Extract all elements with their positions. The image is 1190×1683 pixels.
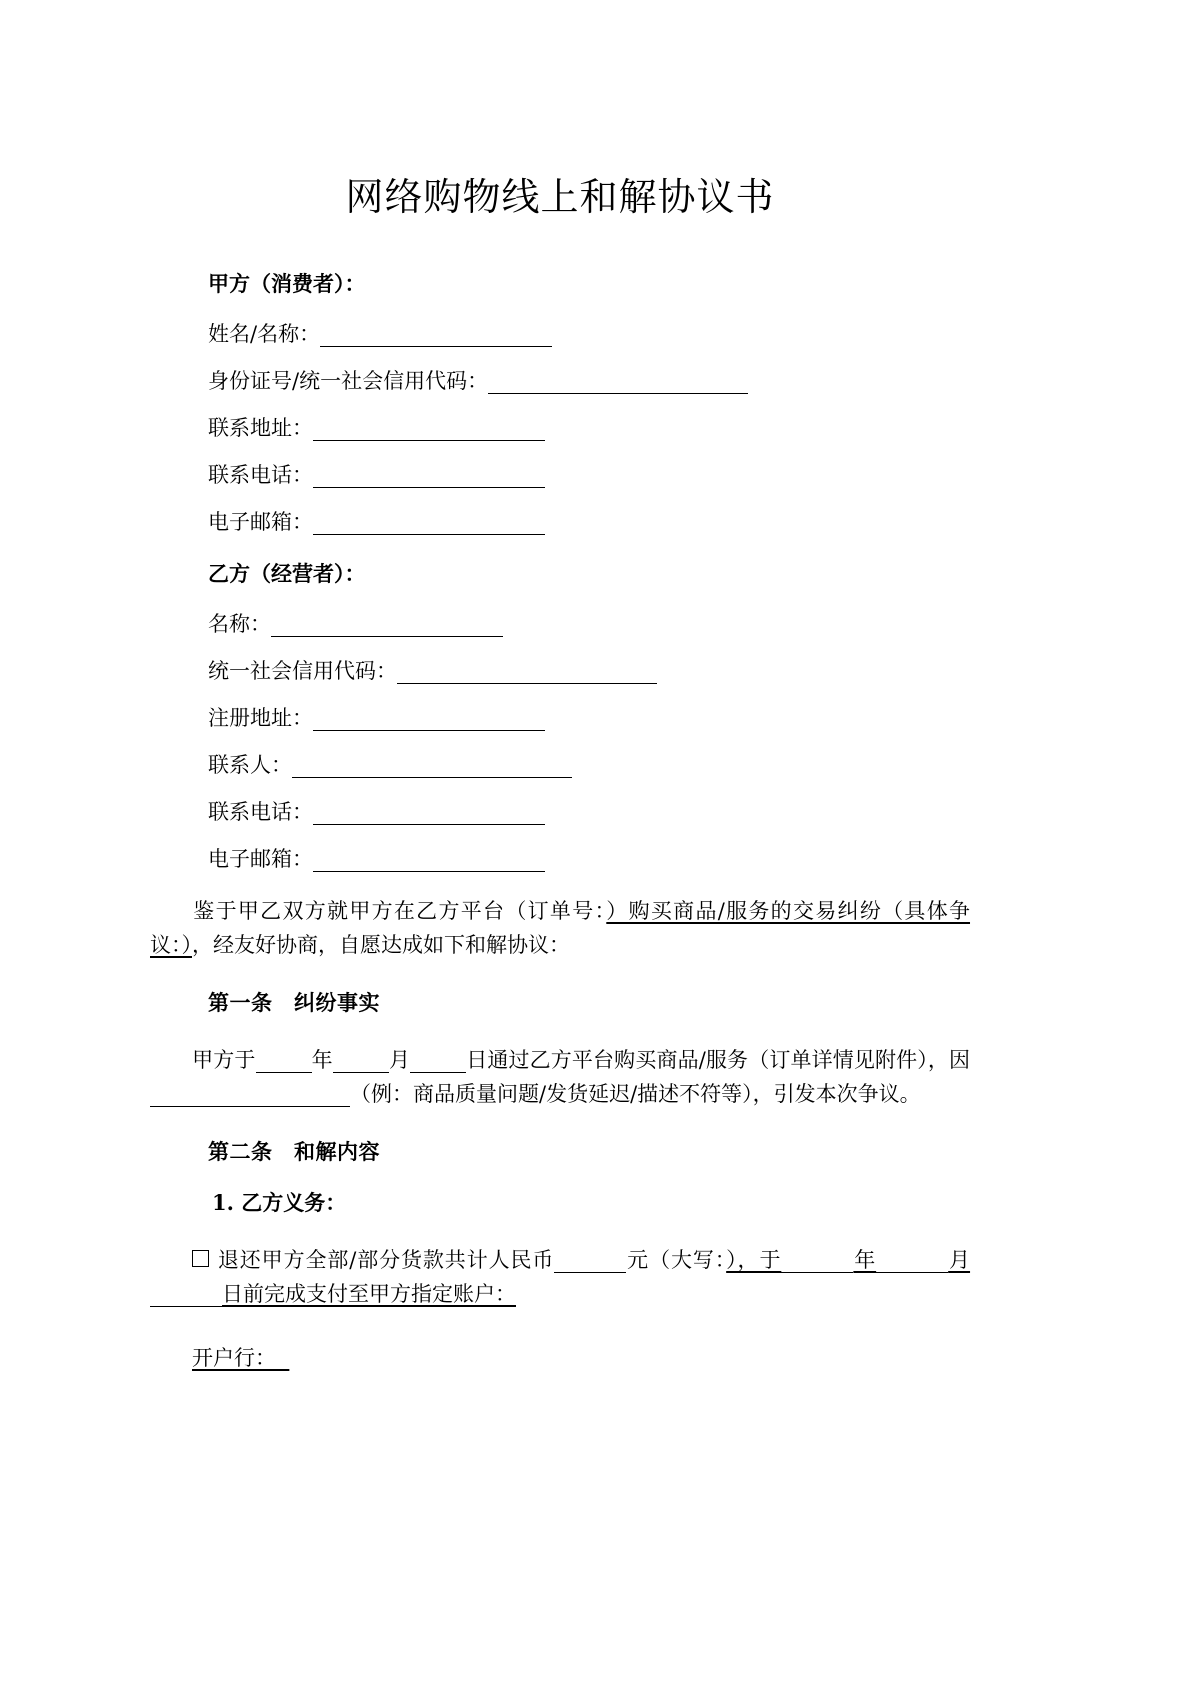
field-row-party-b-phone (150, 802, 970, 825)
checkbox-text-4[interactable]: 年 (853, 1248, 877, 1273)
field-label: 联系地址： (208, 415, 313, 440)
article-1-heading: 第一条 纠纷事实 (208, 990, 380, 1016)
field-blank-phone[interactable] (313, 465, 545, 488)
article-2-item-1-heading: 1. 乙方义务： (212, 1190, 347, 1216)
checkbox-text-6[interactable]: 日前完成支付至甲方指定账户： (222, 1282, 516, 1307)
field-row-party-b-contact (150, 755, 970, 778)
field-row-party-a-address (150, 415, 970, 441)
blank-day[interactable] (410, 1051, 466, 1073)
article-1-text-1: 甲方于 (192, 1048, 256, 1073)
recital-part-1: 鉴于甲乙双方就甲方在乙方平台（订单号： (192, 899, 607, 924)
party-a-heading: 甲方（消费者）： (208, 270, 366, 296)
field-row-party-a-phone (150, 462, 970, 488)
field-label: 姓名/名称： (208, 321, 321, 346)
field-blank-email[interactable] (313, 512, 545, 535)
bank-blank[interactable] (276, 1346, 289, 1370)
field-blank-b-name[interactable] (271, 614, 503, 637)
document-content (150, 0, 970, 1375)
field-row-party-a-name (150, 321, 970, 347)
field-label: 注册地址： (208, 706, 313, 731)
recital-part-3: ，经友好协商，自愿达成如下和解协议： (192, 933, 570, 958)
party-b-heading: 乙方（经营者）： (208, 560, 366, 586)
article-1-text-4: 日通过乙方平台购买商品/服务（订单详情见附件），因 (466, 1048, 971, 1073)
checkbox-text-5[interactable]: 月 (948, 1248, 971, 1273)
field-row-party-b-reg-address (150, 708, 970, 731)
recital-underlined-part[interactable]: ）购买商品/服务的交易纠纷（具体争议：） (150, 899, 971, 958)
field-blank-name[interactable] (320, 324, 552, 347)
field-label: 联系人： (208, 753, 292, 778)
field-blank-b-credit-code[interactable] (397, 661, 657, 684)
field-row-party-a-email (150, 509, 970, 535)
field-label: 联系电话： (208, 800, 313, 825)
article-2-heading: 第二条 和解内容 (208, 1139, 380, 1165)
field-label: 联系电话： (208, 462, 313, 487)
field-row-party-a-id (150, 368, 970, 394)
field-blank-address[interactable] (313, 418, 545, 441)
article-2-bank-line (150, 1341, 970, 1375)
field-label: 名称： (208, 612, 271, 636)
blank-year[interactable] (256, 1051, 312, 1073)
blank-month[interactable] (333, 1051, 389, 1073)
bank-label[interactable]: 开户行： (192, 1346, 276, 1371)
checkbox-text-3[interactable]: ），于 (726, 1248, 782, 1273)
article-2-checkbox-item (150, 1243, 970, 1311)
field-label: 统一社会信用代码： (208, 659, 397, 684)
blank-pay-month[interactable] (876, 1251, 948, 1273)
field-row-party-b-credit-code (150, 661, 970, 684)
checkbox-text-1: 退还甲方全部/部分货款共计人民币 (217, 1248, 555, 1273)
field-blank-b-phone[interactable] (313, 802, 545, 825)
page-title: 网络购物线上和解协议书 (345, 175, 775, 219)
article-1-text-3: 月 (388, 1048, 411, 1073)
article-1-paragraph (150, 1043, 970, 1111)
blank-dispute-reason[interactable] (150, 1085, 350, 1107)
field-label: 身份证号/统一社会信用代码： (208, 368, 489, 393)
checkbox-icon[interactable] (192, 1250, 209, 1267)
article-1-text-5: （例：商品质量问题/发货延迟/描述不符等），引发本次争议。 (350, 1082, 921, 1107)
field-blank-b-contact[interactable] (292, 755, 572, 778)
checkbox-text-2: 元（大写： (626, 1248, 727, 1273)
field-blank-id[interactable] (488, 371, 748, 394)
blank-refund-amount[interactable] (554, 1251, 626, 1273)
recital-paragraph (150, 894, 970, 962)
field-row-party-b-email (150, 849, 970, 872)
blank-pay-year[interactable] (781, 1251, 853, 1273)
field-label: 电子邮箱： (208, 847, 313, 872)
blank-pay-day[interactable] (150, 1285, 222, 1307)
article-1-text-2: 年 (311, 1048, 333, 1073)
field-blank-b-reg-address[interactable] (313, 708, 545, 731)
field-label: 电子邮箱： (208, 509, 313, 534)
field-row-party-b-name (150, 614, 970, 637)
field-blank-b-email[interactable] (313, 849, 545, 872)
